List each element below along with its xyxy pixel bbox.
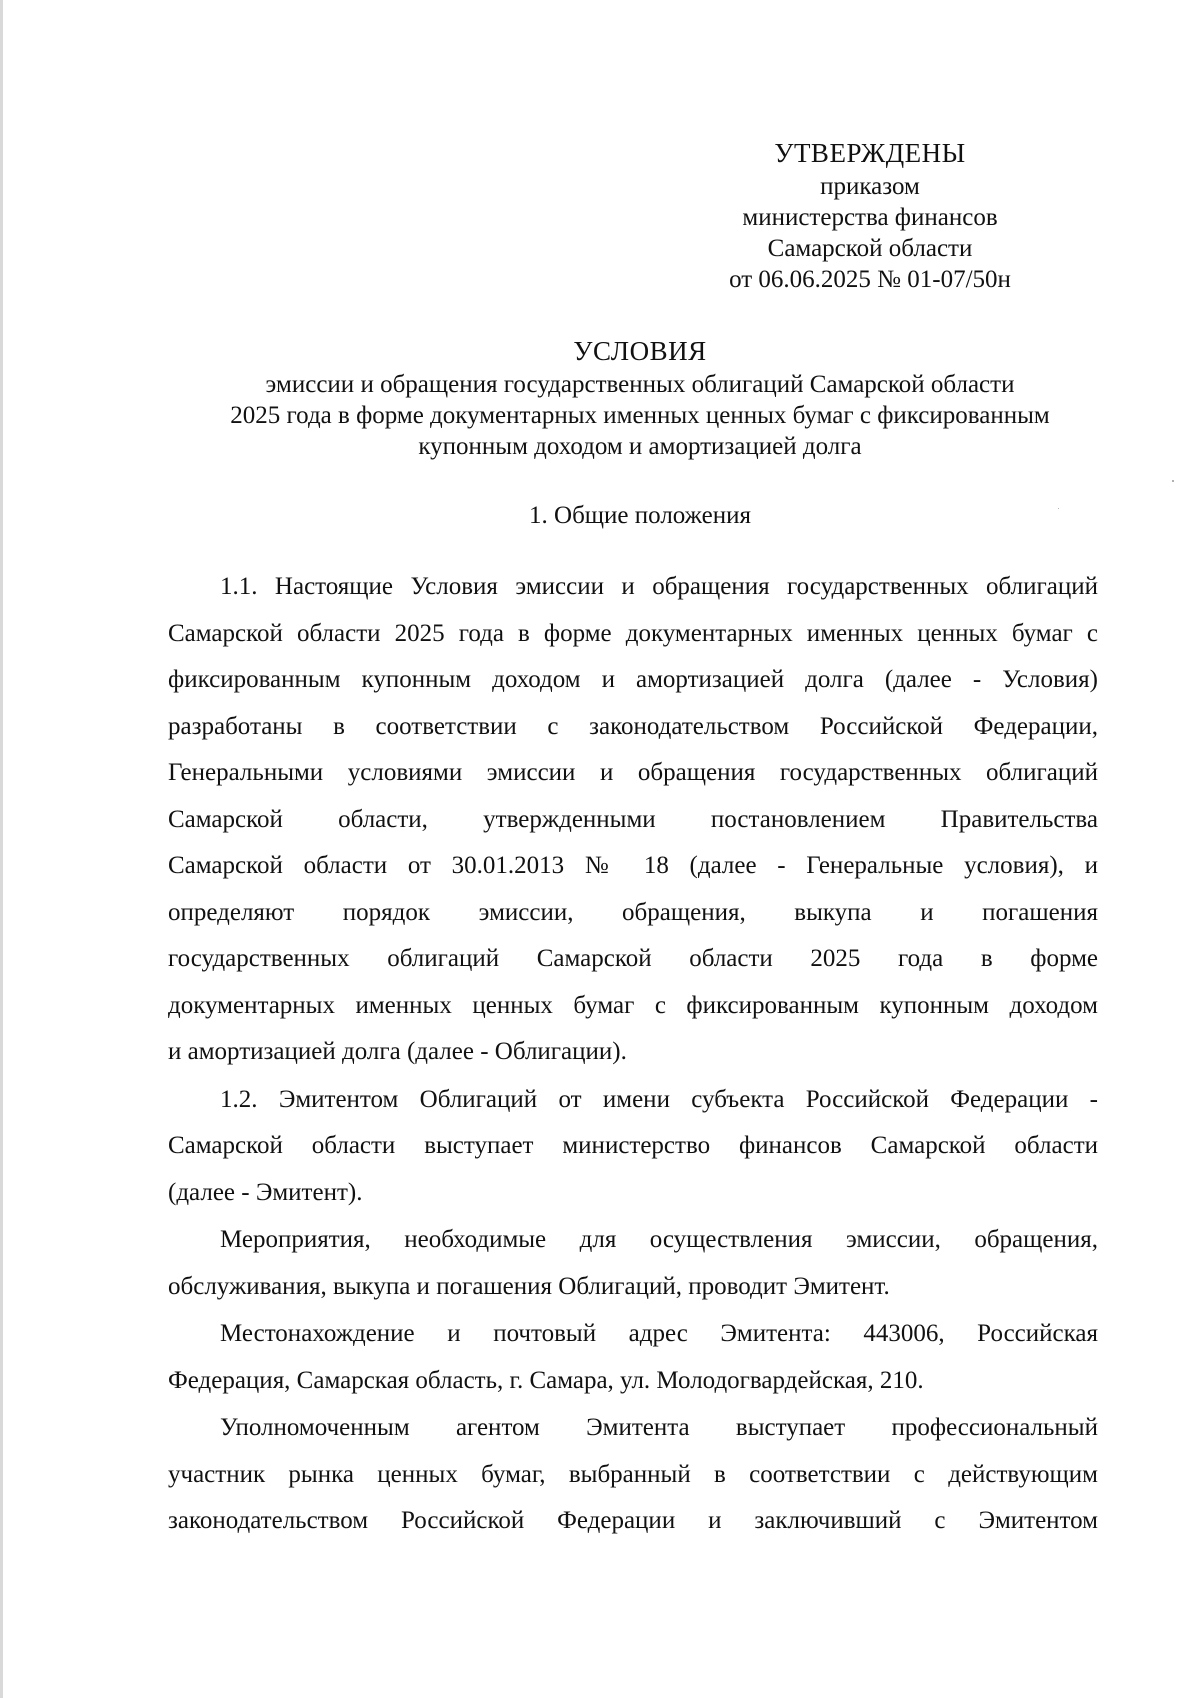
approval-order-number: от 06.06.2025 № 01-07/50н: [729, 266, 1011, 293]
text-line: Самарской области от 30.01.2013 № 18 (далее - Генеральные условия), и: [168, 852, 1098, 879]
text-line: 1.1. Настоящие Условия эмиссии и обращения государственных облигаций: [220, 573, 1098, 600]
text-line: фиксированным купонным доходом и амортизацией долга (далее - Условия): [168, 666, 1098, 693]
text-line: Самарской области 2025 года в форме документарных именных ценных бумаг с: [168, 619, 1098, 647]
document-title: УСЛОВИЯ: [573, 336, 707, 366]
text-line: Уполномоченным агентом Эмитента выступает профессиональный: [220, 1414, 1098, 1441]
paragraph-activities: [168, 1217, 1098, 1310]
text-line: Федерация, Самарская область, г. Самара, ул. Молодогвардейская, 210.: [168, 1366, 924, 1394]
section-heading: 1. Общие положения: [529, 502, 751, 529]
approval-stamp-block: [690, 138, 1050, 295]
scan-speck: [1172, 480, 1174, 482]
paragraph-1-2: [168, 1077, 1098, 1217]
scan-edge: [0, 0, 3, 1698]
text-line: Самарской области, утвержденными постановлением Правительства: [168, 805, 1098, 833]
approval-heading: УТВЕРЖДЕНЫ: [774, 138, 966, 168]
text-line: разработаны в соответствии с законодательством Российской Федерации,: [168, 712, 1098, 740]
text-line: обслуживания, выкупа и погашения Облигаций, проводит Эмитент.: [168, 1272, 890, 1300]
document-title-block: [140, 336, 1140, 462]
text-line: 1.2. Эмитентом Облигаций от имени субъекта Российской Федерации -: [220, 1085, 1098, 1113]
text-line: Местонахождение и почтовый адрес Эмитента: 443006, Российская: [220, 1320, 1098, 1347]
scan-speck: [1058, 508, 1059, 509]
text-line: определяют порядок эмиссии, обращения, выкупа и погашения: [168, 898, 1098, 926]
text-line: Генеральными условиями эмиссии и обращения государственных облигаций: [168, 759, 1098, 786]
document-subtitle-line: купонным доходом и амортизацией долга: [418, 433, 862, 460]
approval-line: приказом: [820, 173, 920, 200]
text-line: (далее - Эмитент).: [168, 1178, 363, 1206]
approval-line: Самарской области: [767, 235, 973, 262]
text-line: и амортизацией долга (далее - Облигации).: [168, 1038, 627, 1065]
text-line: Мероприятия, необходимые для осуществления эмиссии, обращения,: [220, 1226, 1098, 1253]
approval-line: министерства финансов: [742, 204, 998, 231]
document-subtitle-line: эмиссии и обращения государственных облигаций Самарской области: [265, 371, 1015, 398]
text-line: государственных облигаций Самарской области 2025 года в форме: [168, 945, 1098, 972]
paragraph-address: [168, 1311, 1098, 1404]
text-line: документарных именных ценных бумаг с фиксированным купонным доходом: [168, 991, 1098, 1019]
document-body: [168, 564, 1098, 1546]
paragraph-agent: [168, 1405, 1098, 1545]
text-line: участник рынка ценных бумаг, выбранный в соответствии с действующим: [168, 1460, 1098, 1488]
text-line: законодательством Российской Федерации и заключивший с Эмитентом: [168, 1507, 1098, 1534]
document-subtitle-line: 2025 года в форме документарных именных ценных бумаг с фиксированным: [230, 402, 1050, 429]
text-line: Самарской области выступает министерство финансов Самарской области: [168, 1132, 1098, 1159]
paragraph-1-1: [168, 564, 1098, 1076]
